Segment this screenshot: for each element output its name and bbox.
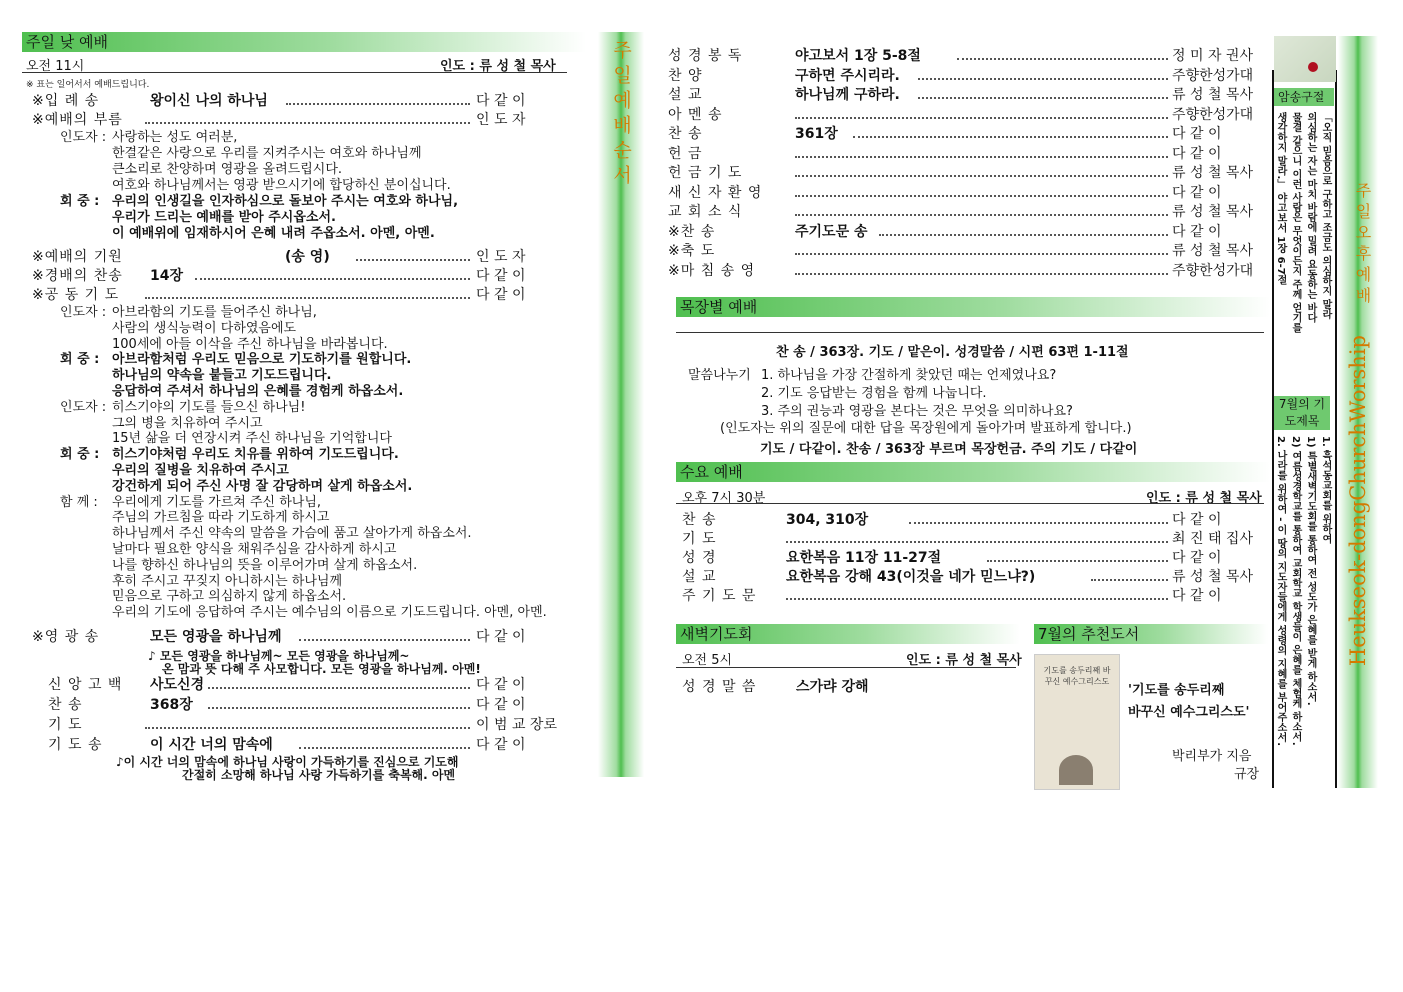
line-text: 날마다 필요한 양식을 채워주심을 감사하게 하시고 [112,542,397,557]
order-participant: 주향한성가대 [1172,67,1254,84]
dot-leader [786,541,1168,543]
line-text: 한결같은 사랑으로 우리를 지켜주시는 여호와 하나님께 [112,146,422,161]
order-label: 찬 송 [682,512,717,528]
line-text: 하나님의 약속을 붙들고 기도드립니다. [112,368,332,384]
line-text: 우리의 질병을 치유하여 주시고 [112,463,289,478]
dot-leader [208,687,470,689]
memory-title: 암송구절 [1274,88,1334,106]
sunday-time: 오전 11시 [26,59,85,74]
line-text: 히스기야의 기도를 들으신 하나님! [112,399,306,415]
role-label: 함 께 : [60,494,98,510]
order-row [0,262,1403,280]
order-row [0,203,1403,221]
side-afternoon: 주일오후예배 [1353,182,1372,308]
order-label: ※마 침 송 영 [668,262,756,279]
line-text: 이 예배위에 임재하시어 은혜 내려 주옵소서. 아멘, 아멘. [112,226,435,241]
book-cover-title: 기도를 송두리째 바꾸신 예수그리스도 [1043,666,1111,686]
order-participant: 다 같 이 [476,677,526,693]
order-content: 304, 310장 [786,512,869,528]
book-name-line1: '기도를 송두리째 [1128,683,1225,698]
side-worship: Heukseok-dongChurchWorship [1346,335,1370,667]
order-label: 성 경 [682,550,717,566]
order-label: ※예배의 부름 [32,112,123,128]
order-label: 새 신 자 환 영 [668,184,763,201]
order-label: 기 도 [48,717,83,733]
dot-leader [786,598,1168,600]
role-label: 회 중 : [60,447,100,463]
dot-leader [145,297,470,299]
order-label: ※찬 송 [668,223,716,240]
order-row [0,106,1403,124]
line-text: 응답하여 주셔서 하나님의 은혜를 경험케 하옵소서. [112,384,404,399]
dot-leader [987,560,1168,562]
dot-leader [879,234,1168,236]
order-row [0,530,1403,548]
order-label: ※축 도 [668,243,716,259]
dot-leader [299,639,470,641]
dot-leader [918,97,1168,99]
order-participant: 다 같 이 [1172,223,1222,240]
order-participant: 다 같 이 [1172,550,1222,566]
order-label: 교 회 소 식 [668,204,743,220]
cell-question-3: 3. 주의 권능과 영광을 본다는 것은 무엇을 의미하나요? [761,404,1073,419]
dot-leader [208,707,470,709]
order-label: 아 멘 송 [668,106,723,123]
order-content: 하나님께 구하라. [795,87,900,103]
order-participant: 다 같 이 [476,629,526,645]
role-label: 회 중 : [60,194,100,209]
line-text: 아브라함처럼 우리도 믿음으로 기도하기를 원합니다. [112,352,412,368]
july-prayer-line-3: 2) 여름성경학교를 통하여 교회학교 학생들이 은혜를 체험케 하소서. [1290,436,1301,746]
order-row [0,511,1403,529]
dot-leader [795,156,1168,158]
july-prayer-line-2: 1) 특별새벽기도회를 통하여 전 성도가 은혜를 받게 하소서. [1305,436,1316,706]
order-label: 설 교 [682,569,717,585]
cell-question-2: 2. 기도 응답받는 경험을 함께 나눕니다. [761,386,987,401]
book-publisher: 규장 [1234,767,1260,782]
line-text: 믿음으로 구하고 의심하지 않게 하옵소서. [112,589,347,605]
order-participant: 다 같 이 [476,737,526,753]
cell-title: 목장별 예배 [676,297,1270,317]
divider [676,503,1264,504]
order-participant: 류 성 철 목사 [1172,243,1253,259]
order-participant: 다 같 이 [1172,145,1222,162]
order-content: 사도신경 [150,677,205,693]
order-content: 왕이신 나의 하나님 [150,93,268,109]
glory-lyric-2: 온 맘과 뜻 다해 주 사모합니다. 모든 영광을 하나님께. 아멘! [162,662,481,676]
line-text: 큰소리로 찬양하며 영광을 올려드립시다. [112,162,343,177]
line-text: 하나님께서 주신 약속의 말씀을 가슴에 품고 살아가게 하옵소서. [112,526,472,542]
july-prayer-line-4: 2. 나라를 위하여 - 이 땅의 지도자들에게 성령의 지혜를 부어주소서. [1275,436,1286,747]
book-name-line2: 바꾸신 예수그리스도' [1128,705,1250,720]
dot-leader [299,747,470,749]
book-title: 7월의 추천도서 [1034,624,1268,644]
july-prayer-line-1: 1. 흑석동교회를 위하여 [1320,436,1331,544]
glory-lyric-1: ♪ 모든 영광을 하나님께~ 모든 영광을 하나님께~ [148,649,410,663]
order-participant: 정 미 자 권사 [1172,48,1253,64]
line-text: 그의 병을 치유하여 주시고 [112,415,263,431]
line-text: 강건하게 되어 주신 사명 잘 감당하며 살게 하옵소서. [112,478,413,494]
line-text: 사랑하는 성도 여러분, [112,130,238,145]
line-text: 주님의 가르침을 따라 기도하게 하시고 [112,510,330,526]
order-label: 성 경 봉 독 [668,48,743,64]
order-label: 찬 송 [668,126,703,142]
order-participant: 류 성 철 목사 [1172,569,1253,585]
order-content: 요한복음 11장 11-27절 [786,550,942,566]
line-text: 우리가 드리는 예배를 받아 주시옵소서. [112,210,336,225]
dot-leader [795,214,1168,216]
dot-leader [1091,579,1168,581]
memory-line-2: 의심하는 자는 마치 바람에 밀려 요동하는 바다 [1305,112,1316,323]
order-content: 요한복음 강해 43(이것을 네가 믿느냐?) [786,569,1036,585]
dot-leader [795,117,1168,119]
line-text: 우리의 기도에 응답하여 주시는 예수님의 이름으로 기도드립니다. 아멘, 아멘. [112,605,547,621]
order-content: 구하면 주시리라. [795,67,900,84]
dot-leader [957,58,1168,60]
order-row [0,125,1403,143]
order-row [0,67,1403,85]
role-label: 인도자 : [60,399,107,415]
book-author: 박리부가 지음 [1172,749,1252,764]
prayer-song-lyric-2: 간절히 소망해 하나님 사랑 가득하기를 축복해. 아멘 [182,768,456,782]
wed-leader: 인도 : 류 성 철 목사 [1146,491,1262,506]
order-content: (송 영) [285,249,330,265]
dot-leader [853,136,1168,138]
order-participant: 다 같 이 [1172,512,1222,528]
order-label: 신 앙 고 백 [48,677,123,693]
order-label: 기 도 [682,531,717,547]
divider [676,667,1016,668]
book-cover-photo [1059,755,1093,785]
order-row [0,86,1403,104]
dot-leader [795,195,1168,197]
wed-time: 오후 7시 30분 [682,491,766,506]
order-row [0,242,1403,260]
order-participant: 이 범 교 장로 [476,717,557,733]
july-prayer-title: 7월의 기도제목 [1274,396,1330,430]
dot-leader [909,522,1168,524]
order-label: ※입 례 송 [32,93,100,109]
order-participant: 다 같 이 [476,697,526,713]
role-label: 인도자 : [60,305,107,320]
line-text: 여호와 하나님께서는 영광 받으시기에 합당하신 분이십니다. [112,178,451,193]
memory-line-1: 「오직 믿음으로 구하고 조금도 의심하지 말라 [1320,112,1331,320]
order-label: 기 도 송 [48,737,103,753]
order-content: 361장 [795,126,838,142]
order-label: ※영 광 송 [32,629,100,645]
order-row [0,223,1403,241]
order-content: 주기도문 송 [795,223,868,240]
dawn-title: 새벽기도회 [676,624,1020,644]
line-text: 히스기야처럼 우리도 치유를 위하여 기도드립니다. [112,447,399,463]
book-cover-image [1034,654,1120,790]
dot-leader [918,78,1168,80]
order-participant: 다 같 이 [1172,126,1222,142]
dawn-content: 스가랴 강해 [796,679,869,695]
line-text: 15년 삶을 더 연장시켜 주신 하나님을 기억합니다 [112,431,392,447]
order-participant: 류 성 철 목사 [1172,204,1253,220]
role-label: 회 중 : [60,352,100,368]
order-content: 14장 [150,268,184,284]
cell-question-1: 1. 하나님을 가장 간절하게 찾았던 때는 언제였나요? [761,368,1057,383]
line-text: 우리에게 기도를 가르쳐 주신 하나님, [112,494,322,510]
order-row [0,145,1403,163]
dot-leader [145,727,470,729]
order-label: 헌 금 [668,145,703,162]
memory-line-3: 물결 같으니 이런 사람은 무엇이든지 주께 얻기를 [1290,112,1301,333]
cell-note: (인도자는 위의 질문에 대한 답을 목장원에게 돌아가며 발표하게 합니다.) [720,421,1132,436]
memory-line-4: 생각하지 말라.」 야고보서 1장 6-7절 [1275,112,1286,285]
order-participant: 다 같 이 [1172,588,1222,604]
order-row [0,47,1403,65]
order-label: 설 교 [668,87,703,103]
vertical-title: 주일예배순서 [610,40,632,190]
order-participant: 주향한성가대 [1172,106,1254,123]
order-label: 주 기 도 문 [682,588,757,604]
wed-title: 수요 예배 [676,462,1270,482]
order-participant: 인 도 자 [476,249,526,265]
line-text: 아브라함의 기도를 들어주신 하나님, [112,305,317,320]
line-text: 사람의 생식능력이 다하였음에도 [112,320,297,336]
dot-leader [795,175,1168,177]
cell-header: 찬 송 / 363장. 기도 / 맡은이. 성경말씀 / 시편 63편 1-11절 [776,345,1129,360]
order-participant: 다 같 이 [1172,184,1222,201]
dawn-time: 오전 5시 [682,653,733,668]
role-label: 인도자 : [60,130,107,145]
bible-rose-image [1274,36,1336,82]
sunday-leader: 인도 : 류 성 철 목사 [440,59,556,74]
order-participant: 류 성 철 목사 [1172,87,1253,103]
dawn-leader: 인도 : 류 성 철 목사 [906,653,1022,668]
line-text: 100세에 아들 이삭을 주신 하나님을 바라봅니다. [112,336,388,352]
order-participant: 다 같 이 [476,287,526,303]
order-label: 찬 양 [668,67,703,84]
order-label: ※경배의 찬송 [32,268,123,284]
order-row [0,164,1403,182]
sunday-note: ※ 표는 일어서서 예배드립니다. [26,80,150,90]
order-row [0,549,1403,567]
dawn-label: 성 경 말 씀 [682,679,757,695]
order-label: ※예배의 기원 [32,249,123,265]
order-row [0,568,1403,586]
prayer-song-lyric-1: ♪이 시간 너의 맘속에 하나님 사랑이 가득하기를 진심으로 기도해 [116,755,459,769]
cell-footer: 기도 / 다같이. 찬송 / 363장 부르며 목장헌금. 주의 기도 / 다같이 [760,442,1138,457]
order-row [0,184,1403,202]
order-content: 모든 영광을 하나님께 [150,629,282,645]
order-participant: 인 도 자 [476,112,526,128]
order-participant: 최 진 태 집사 [1172,531,1253,547]
rose-icon [1308,62,1318,72]
line-text: 나를 향하신 하나님의 뜻을 이루어가며 살게 하옵소서. [112,557,418,573]
sunday-title: 주일 낮 예배 [22,32,586,52]
order-label: 찬 송 [48,697,83,713]
order-content: 이 시간 너의 맘속에 [150,737,273,753]
order-content: 야고보서 1장 5-8절 [795,48,921,64]
order-content: 368장 [150,697,193,713]
order-participant: 주향한성가대 [1172,262,1254,279]
order-participant: 류 성 철 목사 [1172,165,1253,181]
side-divider-right [1335,70,1337,788]
dot-leader [795,273,1168,275]
divider [676,332,1264,333]
order-participant: 다 같 이 [476,268,526,284]
order-row [0,587,1403,605]
dot-leader [795,253,1168,255]
cell-share-label: 말씀나누기 [688,368,751,383]
order-label: 헌 금 기 도 [668,165,743,181]
line-text: 후히 주시고 꾸짖지 아니하시는 하나님께 [112,573,343,589]
order-participant: 다 같 이 [476,93,526,109]
order-label: ※공 동 기 도 [32,287,120,303]
line-text: 우리의 인생길을 인자하심으로 돌보아 주시는 여호와 하나님, [112,194,459,209]
